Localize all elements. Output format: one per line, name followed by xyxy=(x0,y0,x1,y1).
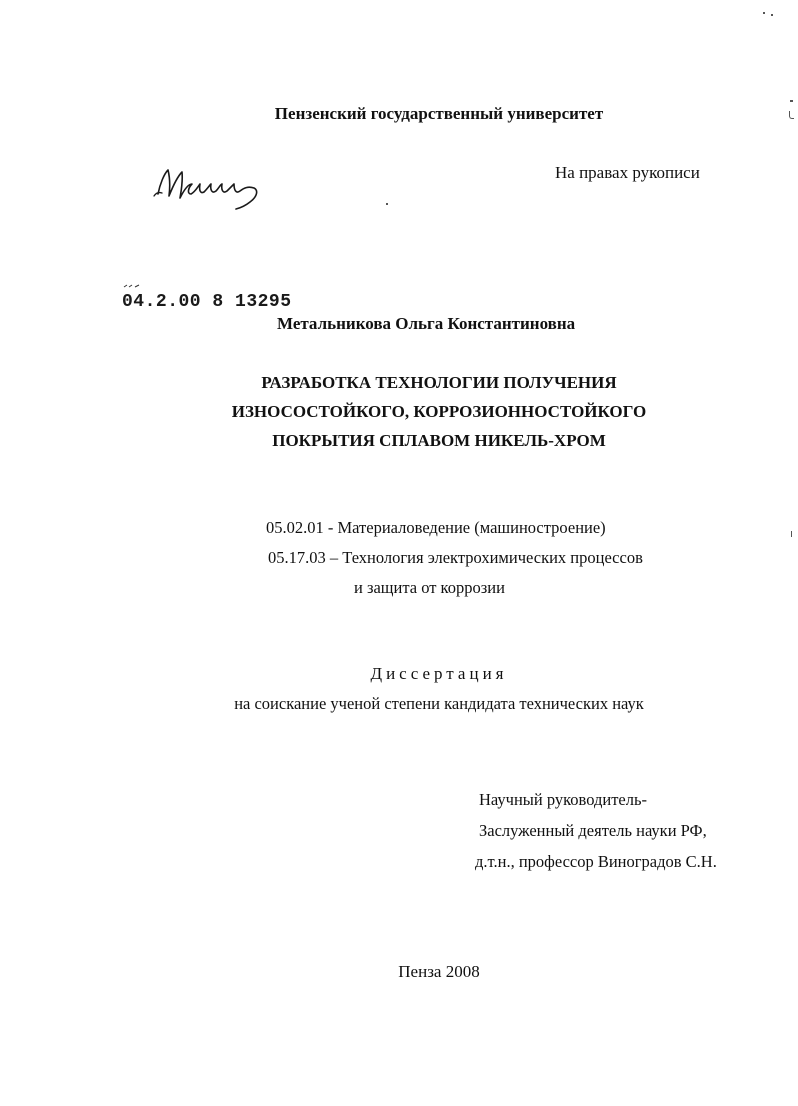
handwritten-signature xyxy=(150,156,275,214)
specialty-second-continued: и защита от коррозии xyxy=(354,578,505,597)
scan-speck xyxy=(763,12,765,14)
supervisor-name: д.т.н., профессор Виноградов С.Н. xyxy=(475,852,717,871)
scan-speck xyxy=(791,531,792,537)
author-name: Метальникова Ольга Константиновна xyxy=(277,314,576,333)
supervisor-role: Научный руководитель- xyxy=(479,790,647,809)
manuscript-rights-note: На правах рукописи xyxy=(555,163,700,182)
title-line: ИЗНОСОСТОЙКОГО, КОРРОЗИОННОСТОЙКОГО xyxy=(231,402,647,421)
city-year: Пенза 2008 xyxy=(398,962,480,981)
supervisor-honorific: Заслуженный деятель науки РФ, xyxy=(479,821,707,840)
university-name: Пензенский государственный университет xyxy=(274,104,604,123)
dissertation-title xyxy=(0,368,798,455)
registration-stamp-number: 04.2.00 8 13295 xyxy=(122,292,292,312)
specialty-first: 05.02.01 - Материаловедение (машиностроение) xyxy=(266,518,606,537)
title-line: ПОКРЫТИЯ СПЛАВОМ НИКЕЛЬ-ХРОМ xyxy=(272,431,606,450)
dissertation-subtitle: на соискание ученой степени кандидата технических наук xyxy=(234,694,644,713)
scan-speck xyxy=(789,111,794,119)
scan-speck xyxy=(790,100,793,102)
scan-speck xyxy=(386,203,388,205)
scan-speck xyxy=(771,14,773,16)
dissertation-heading: Диссертация xyxy=(370,664,508,683)
title-line: РАЗРАБОТКА ТЕХНОЛОГИИ ПОЛУЧЕНИЯ xyxy=(261,373,617,392)
stamp-mark xyxy=(123,284,143,288)
specialty-second: 05.17.03 – Технология электрохимических процессов xyxy=(268,548,643,567)
supervisor-block xyxy=(475,784,717,877)
